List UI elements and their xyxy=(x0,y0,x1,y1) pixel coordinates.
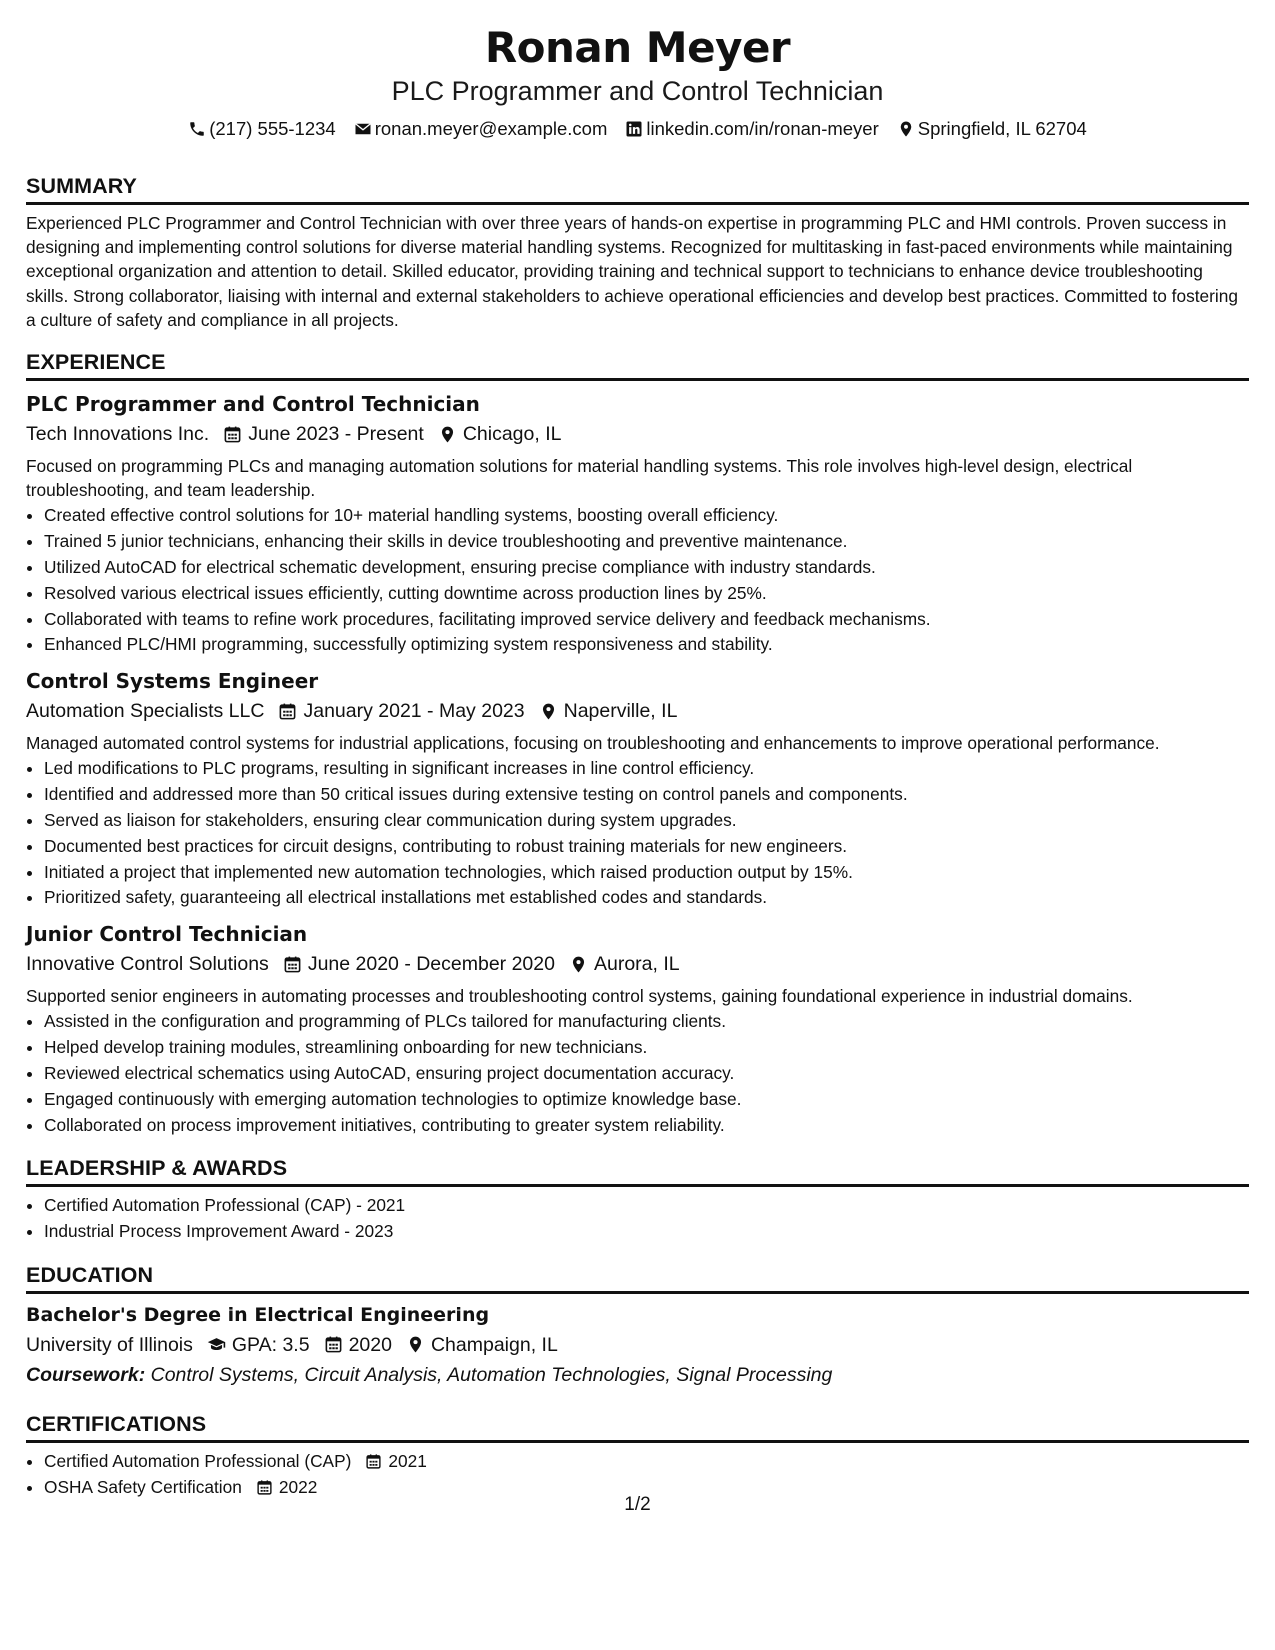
list-item: • Collaborated on process improvement initiatives, contributing to greater system reliability. xyxy=(44,1113,1249,1139)
map-pin-icon xyxy=(539,702,558,721)
contact-email[interactable] xyxy=(354,116,608,142)
calendar-icon xyxy=(223,425,242,444)
job-entry xyxy=(26,919,1249,1138)
candidate-name: Ronan Meyer xyxy=(484,23,791,72)
awards-heading: LEADERSHIP & AWARDS xyxy=(26,1154,1249,1187)
job-bullets xyxy=(26,1009,1249,1138)
linkedin-text: linkedin.com/in/ronan-meyer xyxy=(646,118,879,139)
company-name: Tech Innovations Inc. xyxy=(26,423,210,446)
job-description: Supported senior engineers in automating processes and troubleshooting control systems, gaining foundational experience in industrial domains. xyxy=(26,986,1133,1007)
list-item: • Resolved various electrical issues efficiently, cutting downtime across production lines by 25%. xyxy=(44,581,1249,607)
map-pin-icon xyxy=(569,955,588,974)
company-name: Innovative Control Solutions xyxy=(26,953,269,976)
calendar-icon xyxy=(324,1335,343,1354)
school-location: Champaign, IL xyxy=(430,1333,558,1356)
list-item: • Initiated a project that implemented new automation technologies, which raised production output by 15%. xyxy=(44,860,1249,886)
contact-bar xyxy=(26,116,1249,142)
list-item: • Assisted in the configuration and programming of PLCs tailored for manufacturing clients. xyxy=(44,1009,1249,1035)
job-meta xyxy=(26,696,1249,726)
education-heading: EDUCATION xyxy=(26,1261,1249,1294)
job-meta xyxy=(26,419,1249,449)
list-item: • Identified and addressed more than 50 critical issues during extensive testing on control panels and components. xyxy=(44,782,1249,808)
list-item: • Industrial Process Improvement Award - 2023 xyxy=(44,1219,1249,1245)
location-text: Springfield, IL 62704 xyxy=(917,118,1087,139)
certifications-list xyxy=(26,1449,1249,1501)
graduation-cap-icon xyxy=(207,1335,226,1354)
candidate-title: PLC Programmer and Control Technician xyxy=(391,76,884,106)
list-item: • Engaged continuously with emerging automation technologies to optimize knowledge base. xyxy=(44,1087,1249,1113)
cert-name: • Certified Automation Professional (CAP) xyxy=(44,1450,352,1471)
list-item: • Led modifications to PLC programs, resulting in significant increases in line control efficiency. xyxy=(44,756,1249,782)
email-text: ronan.meyer@example.com xyxy=(374,118,608,139)
awards-section xyxy=(26,1154,1249,1245)
summary-heading: SUMMARY xyxy=(26,172,1249,205)
job-location: Naperville, IL xyxy=(563,700,678,723)
job-dates: January 2021 - May 2023 xyxy=(303,700,525,723)
job-title: Junior Control Technician xyxy=(26,922,308,947)
phone-text: (217) 555-1234 xyxy=(209,118,336,139)
job-bullets xyxy=(26,503,1249,658)
coursework-text: Control Systems, Circuit Analysis, Automation Technologies, Signal Processing xyxy=(150,1363,833,1386)
resume-page xyxy=(26,22,1249,1501)
cert-year: 2022 xyxy=(278,1476,318,1497)
job-description: Focused on programming PLCs and managing automation solutions for material handling systems. This role involves high-level design, electrical troubleshooting, and team leadership. xyxy=(26,456,1133,501)
list-item: • Served as liaison for stakeholders, ensuring clear communication during system upgrades. xyxy=(44,808,1249,834)
list-item: • Certified Automation Professional (CAP) - 2021 xyxy=(44,1193,1249,1219)
awards-list xyxy=(26,1193,1249,1245)
job-dates: June 2020 - December 2020 xyxy=(307,953,555,976)
experience-heading: EXPERIENCE xyxy=(26,348,1249,381)
list-item: • Collaborated with teams to refine work procedures, facilitating improved service delivery and feedback mechanisms. xyxy=(44,607,1249,633)
list-item: • Prioritized safety, guaranteeing all electrical installations met established codes and standards. xyxy=(44,885,1249,911)
map-pin-icon xyxy=(406,1335,425,1354)
company-name: Automation Specialists LLC xyxy=(26,700,265,723)
graduation-year: 2020 xyxy=(348,1333,392,1356)
school-name: University of Illinois xyxy=(26,1333,193,1356)
list-item xyxy=(44,1449,1249,1475)
job-title: Control Systems Engineer xyxy=(26,669,319,694)
contact-linkedin[interactable] xyxy=(625,116,878,142)
job-bullets xyxy=(26,756,1249,911)
job-entry xyxy=(26,389,1249,658)
list-item: • Reviewed electrical schematics using AutoCAD, ensuring project documentation accuracy. xyxy=(44,1061,1249,1087)
map-pin-icon xyxy=(897,120,915,138)
page-number: 1/2 xyxy=(624,1494,651,1515)
calendar-icon xyxy=(283,955,302,974)
job-entry xyxy=(26,666,1249,911)
list-item: • Documented best practices for circuit designs, contributing to robust training materials for new engineers. xyxy=(44,834,1249,860)
job-location: Aurora, IL xyxy=(593,953,680,976)
experience-section xyxy=(26,348,1249,1138)
job-meta xyxy=(26,949,1249,979)
calendar-icon xyxy=(365,1453,382,1470)
resume-header xyxy=(26,22,1249,142)
certifications-section xyxy=(26,1410,1249,1501)
contact-phone[interactable] xyxy=(188,116,336,142)
list-item: • Helped develop training modules, streamlining onboarding for new technicians. xyxy=(44,1035,1249,1061)
map-pin-icon xyxy=(438,425,457,444)
contact-location xyxy=(897,116,1087,142)
coursework xyxy=(26,1360,1249,1390)
calendar-icon xyxy=(278,702,297,721)
phone-icon xyxy=(188,120,206,138)
education-section xyxy=(26,1261,1249,1390)
job-description: Managed automated control systems for industrial applications, focusing on troubleshooting and enhancements to improve operational performance. xyxy=(26,733,1160,754)
list-item: • Created effective control solutions for 10+ material handling systems, boosting overall efficiency. xyxy=(44,503,1249,529)
degree-title: Bachelor's Degree in Electrical Engineering xyxy=(26,1303,490,1326)
coursework-label: Coursework: xyxy=(26,1363,146,1386)
list-item: • Utilized AutoCAD for electrical schematic development, ensuring precise compliance with industry standards. xyxy=(44,555,1249,581)
job-location: Chicago, IL xyxy=(462,423,562,446)
linkedin-icon xyxy=(625,120,643,138)
job-title: PLC Programmer and Control Technician xyxy=(26,392,480,417)
list-item: • Trained 5 junior technicians, enhancing their skills in device troubleshooting and preventive maintenance. xyxy=(44,529,1249,555)
certifications-heading: CERTIFICATIONS xyxy=(26,1410,1249,1443)
job-dates: June 2023 - Present xyxy=(248,423,424,446)
summary-text: Experienced PLC Programmer and Control Technician with over three years of hands-on expertise in programming PLC and HMI controls. Proven success in designing and implementing control solutions for diverse material handling systems. Recognized for multitasking in fast-paced environments while maintaining exceptional organization and attention to detail. Skilled educator, providing training and technical support to technicians to enhance device troubleshooting skills. Strong collaborator, liaising with internal and external stakeholders to achieve operational efficiencies and develop best practices. Committed to fostering a culture of safety and compliance in all projects. xyxy=(26,213,1238,330)
gpa-text: GPA: 3.5 xyxy=(231,1333,310,1356)
summary-section xyxy=(26,172,1249,332)
cert-name: • OSHA Safety Certification xyxy=(44,1476,242,1497)
education-meta xyxy=(26,1330,1249,1360)
envelope-icon xyxy=(354,120,372,138)
list-item: • Enhanced PLC/HMI programming, successfully optimizing system responsiveness and stability. xyxy=(44,632,1249,658)
cert-year: 2021 xyxy=(388,1450,427,1471)
jobs-list xyxy=(26,389,1249,1138)
